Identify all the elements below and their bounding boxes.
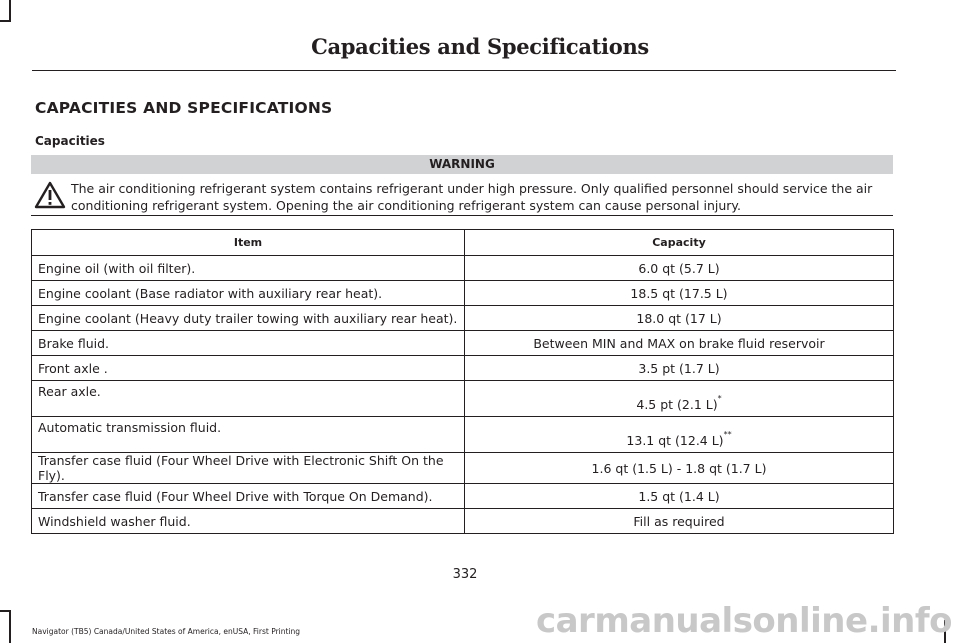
- item-cell: Engine coolant (Heavy duty trailer towing with auxiliary rear heat).: [32, 306, 465, 331]
- crop-mark-top-left-v: [9, 0, 11, 22]
- table-row: [32, 256, 894, 281]
- capacity-cell: [465, 417, 894, 453]
- item-cell: Windshield washer fluid.: [32, 509, 465, 534]
- table-row: [32, 306, 894, 331]
- item-cell: Automatic transmission fluid.: [32, 417, 465, 453]
- table-row: [32, 453, 894, 484]
- column-header-item: Item: [32, 230, 465, 256]
- capacity-value: 13.1 qt (12.4 L): [626, 433, 724, 448]
- capacity-value: Between MIN and MAX on brake fluid reservoir: [533, 335, 825, 351]
- header-rule: [32, 70, 896, 71]
- capacity-cell: [465, 509, 894, 534]
- warning-triangle-icon: [33, 180, 67, 210]
- crop-mark-bottom-left-v: [9, 610, 11, 643]
- running-header: Capacities and Specifications: [311, 34, 649, 59]
- capacity-value: 6.0 qt (5.7 L): [638, 260, 720, 276]
- footer-text: Navigator (TB5) Canada/United States of America, enUSA, First Printing: [32, 627, 301, 636]
- capacity-cell: [465, 281, 894, 306]
- capacity-cell: [465, 356, 894, 381]
- warning-title-bar: WARNING: [31, 155, 893, 174]
- item-cell: Brake fluid.: [32, 331, 465, 356]
- item-cell: Rear axle.: [32, 381, 465, 417]
- footnote-mark: **: [723, 430, 732, 439]
- table-row: [32, 331, 894, 356]
- table-row: [32, 417, 894, 453]
- item-cell: Front axle .: [32, 356, 465, 381]
- crop-mark-bottom-left-h: [0, 610, 11, 612]
- section-title: CAPACITIES AND SPECIFICATIONS: [35, 99, 333, 117]
- footnote-mark: *: [717, 394, 722, 403]
- warning-text: The air conditioning refrigerant system contains refrigerant under high pressure. Only qualified personnel should service the air conditioning refrigerant system. Opening the air conditioning refrigerant system can cause personal injury.: [71, 181, 873, 213]
- column-header-capacity: Capacity: [465, 230, 894, 256]
- warning-rule: [31, 215, 893, 216]
- item-cell: Engine coolant (Base radiator with auxiliary rear heat).: [32, 281, 465, 306]
- table-row: [32, 484, 894, 509]
- item-cell: Engine oil (with oil filter).: [32, 256, 465, 281]
- capacities-table: [31, 229, 894, 534]
- capacity-value: 1.5 qt (1.4 L): [638, 488, 720, 504]
- table-row: [32, 356, 894, 381]
- table-row: [32, 381, 894, 417]
- table-header-row: [32, 230, 894, 256]
- capacity-value: 1.6 qt (1.5 L) - 1.8 qt (1.7 L): [591, 460, 767, 476]
- sub-title: Capacities: [35, 134, 105, 148]
- capacity-value: 3.5 pt (1.7 L): [638, 360, 720, 376]
- page-number: 332: [452, 567, 478, 582]
- capacity-value: 4.5 pt (2.1 L): [636, 397, 718, 412]
- capacity-cell: [465, 484, 894, 509]
- table-row: [32, 509, 894, 534]
- item-cell: Transfer case fluid (Four Wheel Drive with Electronic Shift On the Fly).: [32, 453, 465, 484]
- capacity-value: Fill as required: [633, 513, 725, 529]
- capacity-cell: [465, 381, 894, 417]
- capacity-cell: [465, 256, 894, 281]
- item-cell: Transfer case fluid (Four Wheel Drive with Torque On Demand).: [32, 484, 465, 509]
- capacity-cell: [465, 331, 894, 356]
- capacity-cell: [465, 453, 894, 484]
- table-row: [32, 281, 894, 306]
- capacity-value: 18.0 qt (17 L): [636, 310, 722, 326]
- capacity-cell: [465, 306, 894, 331]
- capacity-value: 18.5 qt (17.5 L): [630, 285, 728, 301]
- watermark: carmanualsonline.info: [535, 601, 952, 641]
- crop-mark-top-left-h: [0, 20, 11, 22]
